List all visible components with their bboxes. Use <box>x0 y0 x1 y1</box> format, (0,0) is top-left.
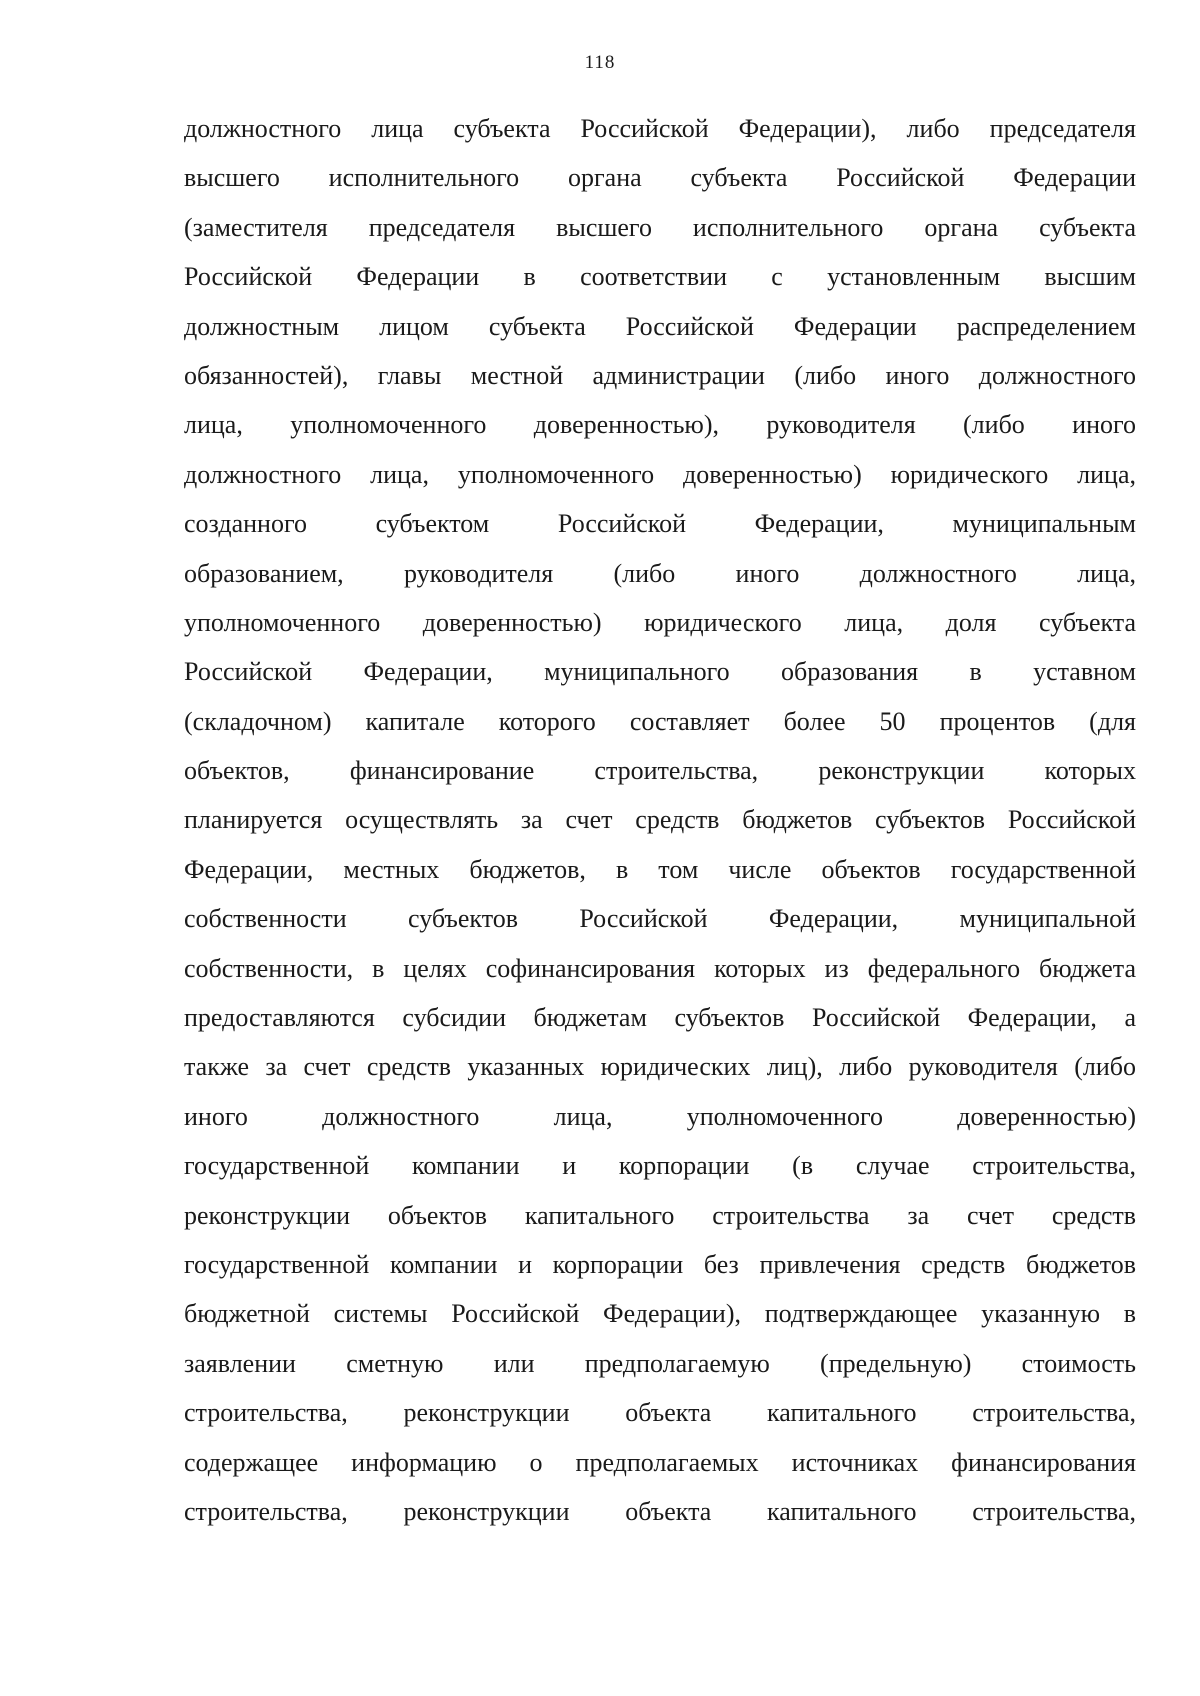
text-line: уполномоченного доверенностью) юридического лица, доля субъекта <box>184 607 1136 637</box>
text-line: строительства, реконструкции объекта капитального строительства, <box>184 1398 1136 1428</box>
text-line: лица, уполномоченного доверенностью), руководителя (либо иного <box>184 410 1136 440</box>
body-paragraph <box>184 104 1136 1536</box>
text-line: государственной компании и корпорации без привлечения средств бюджетов <box>184 1249 1136 1279</box>
text-line: реконструкции объектов капитального строительства за счет средств <box>184 1200 1136 1230</box>
text-line: строительства, реконструкции объекта капитального строительства, <box>184 1496 1136 1526</box>
text-line: содержащее информацию о предполагаемых источниках финансирования <box>184 1447 1136 1477</box>
text-line: должностного лица, уполномоченного доверенностью) юридического лица, <box>184 459 1136 489</box>
text-line: объектов, финансирование строительства, реконструкции которых <box>184 756 1136 786</box>
text-line: собственности, в целях софинансирования которых из федерального бюджета <box>184 953 1136 983</box>
text-line: иного должностного лица, уполномоченного доверенностью) <box>184 1101 1136 1131</box>
text-line: должностным лицом субъекта Российской Федерации распределением <box>184 311 1136 341</box>
text-line: (складочном) капитале которого составляет более 50 процентов (для <box>184 706 1136 736</box>
text-line: заявлении сметную или предполагаемую (предельную) стоимость <box>184 1348 1136 1378</box>
text-line: бюджетной системы Российской Федерации), подтверждающее указанную в <box>184 1299 1136 1329</box>
text-line: Российской Федерации в соответствии с установленным высшим <box>184 262 1136 292</box>
text-line: планируется осуществлять за счет средств бюджетов субъектов Российской <box>184 805 1136 835</box>
text-line: Российской Федерации, муниципального образования в уставном <box>184 657 1136 687</box>
text-line: предоставляются субсидии бюджетам субъектов Российской Федерации, а <box>184 1003 1136 1033</box>
text-line: обязанностей), главы местной администрации (либо иного должностного <box>184 360 1136 390</box>
text-line: Федерации, местных бюджетов, в том числе объектов государственной <box>184 854 1136 884</box>
text-line: образованием, руководителя (либо иного должностного лица, <box>184 558 1136 588</box>
text-line: (заместителя председателя высшего исполнительного органа субъекта <box>184 212 1136 242</box>
text-line: должностного лица субъекта Российской Федерации), либо председателя <box>184 114 1136 143</box>
page-number: 118 <box>584 52 616 73</box>
text-line: также за счет средств указанных юридических лиц), либо руководителя (либо <box>184 1052 1136 1082</box>
text-line: государственной компании и корпорации (в случае строительства, <box>184 1151 1136 1181</box>
text-line: собственности субъектов Российской Федерации, муниципальной <box>184 904 1136 934</box>
text-line: созданного субъектом Российской Федерации, муниципальным <box>184 509 1136 539</box>
text-line: высшего исполнительного органа субъекта Российской Федерации <box>184 163 1136 193</box>
